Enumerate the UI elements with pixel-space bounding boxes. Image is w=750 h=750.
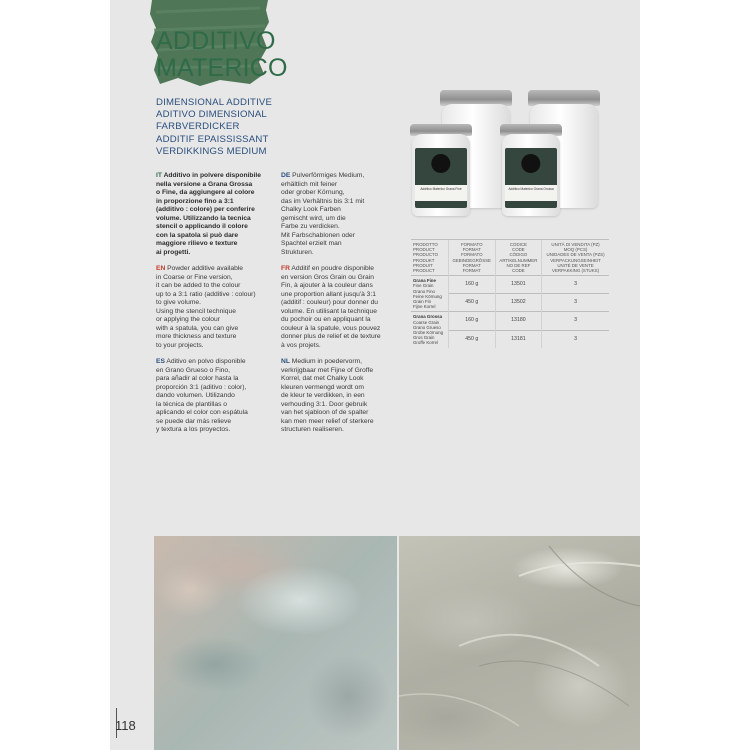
desc-line: Using the stencil technique [156,307,236,315]
desc-line: Fin, à ajouter à la couleur dans [281,282,373,289]
header-product [411,240,448,276]
desc-line: gemischt wird, um die [281,214,346,222]
product-translation: Gros Grain [413,335,435,341]
desc-line: en Grano Grueso o Fino, [156,366,230,374]
product-translation: Groffe Korrel [413,340,439,346]
header-text: VERPACKUNGSEINHEIT [550,257,601,263]
header-text: PRODOTTO [413,242,438,247]
lang-code-de: DE [281,172,291,179]
product-name-cell [411,312,448,348]
product-jars-image [410,86,608,220]
units-cell: 3 [542,294,609,312]
desc-line: more thickness and texture [156,333,237,340]
desc-line: erhältlich mit feiner [281,180,338,188]
desc-line: Farbe zu verdicken. [281,223,340,230]
header-text: PRODUCTO [413,252,439,258]
jar-label-text: Additivo Materico Grana Fine [420,187,462,192]
desc-line: kan men meer relief of sterkere [281,417,374,425]
desc-line: volume. En utilisant la technique [281,307,377,315]
title-line-1: ADDITIVO [156,27,276,55]
desc-line: van het sjabloon of de spalter [281,409,369,416]
desc-line: (additivo : colore) per conferire [156,206,255,213]
units-cell: 3 [542,330,609,347]
jar-label-text: Additivo Materico Grana Grossa [508,187,554,192]
header-text: FORMAT [462,247,481,253]
desc-line: maggiore rilievo e texture [156,240,238,247]
header-text: FORMAT [462,268,481,274]
desc-line: se puede dar más relieve [156,417,232,425]
header-text: CODE [512,268,525,274]
title-line-2: MATERICO [156,54,288,82]
label-stripe [415,185,466,201]
header-text: FORMATO [460,252,483,258]
desc-line: dando volumen. Utilizando [156,392,235,399]
desc-line: ai progetti. [156,248,191,256]
desc-line: to give volume. [156,299,201,306]
header-text: PRODUCT [413,247,435,253]
lang-code-en: EN [156,265,166,272]
header-text: PRODUIT [413,262,433,268]
jar-label [505,148,556,208]
desc-line: Mit Farbschablonen oder [281,231,355,239]
desc-line: de kleur te verdikken, in een [281,392,365,399]
header-format [448,240,495,276]
lang-code-es: ES [156,358,165,365]
table-row [411,312,609,330]
header-text: CODICE [509,242,527,247]
desc-line: Aditivo en polvo disponible [166,358,246,365]
desc-line: stencil o applicando il colore [156,223,248,230]
units-cell: 3 [542,312,609,330]
lang-code-nl: NL [281,358,290,365]
fleur-logo [521,154,540,173]
table-header-row [411,240,609,276]
product-name: Grana Grossa [413,314,443,320]
desc-line: Strukturen. [281,248,314,256]
desc-line: du pochoir ou en appliquant la [281,316,371,323]
header-text: MOQ (PCS) [563,247,588,253]
header-text: VERPAKKING (STUKS) [552,268,600,274]
desc-line: une proportion allant jusqu'à 3:1 [281,290,376,298]
desc-line: verhouding 3:1. Door gebruik [281,400,368,408]
texture-photo-spatula [399,536,640,750]
spatula-ridges-graphic [399,536,640,750]
code-cell: 13501 [495,276,541,294]
desc-line: to your projects. [156,341,204,349]
desc-line: (additif : couleur) pour donner du [281,299,379,306]
format-cell: 160 g [448,312,495,330]
product-translation: Grano Fino [413,288,435,294]
product-translation: Fine Grain [413,283,434,289]
description-de [281,172,405,257]
desc-line: volume. Utilizzando la tecnica [156,214,251,222]
description-column-left [156,172,276,443]
desc-line: para añadir al color hasta la [156,375,239,382]
desc-line: Additivo in polvere disponibile [163,172,261,179]
jar-small-coarse [500,124,562,216]
table-row [411,276,609,294]
product-translation: Feine Körnung [413,293,442,299]
desc-line: verkrijgbaar met Fijne of Groffe [281,366,374,374]
desc-line: Spachtel erzielt man [281,240,342,247]
desc-line: in proporzione fino a 3:1 [156,197,234,205]
desc-line: oder grober Körnung, [281,189,345,196]
header-text: UNIDADES DE VENTA (PZS) [546,252,605,258]
subtitle-de: FARBVERDICKER [156,121,240,133]
subtitle-list [156,97,272,158]
desc-line: o Fine, da aggiungere al colore [156,189,255,196]
jar-body [412,134,470,216]
jar-body [502,134,560,216]
code-cell: 13181 [495,330,541,347]
description-en [156,265,276,350]
description-nl [281,358,405,435]
header-units [542,240,609,276]
lang-code-it: IT [156,172,162,179]
desc-line: up to a 3:1 ratio (additive : colour) [156,290,256,298]
product-translation: Grobe Körnung [413,330,444,336]
description-fr [281,265,405,350]
desc-line: proporción 3:1 (aditivo : color), [156,383,247,391]
subtitle-fr: ADDITIF EPAISSISSANT [156,133,269,145]
header-text: PRODUCT [413,268,435,274]
desc-line: con la spatola si può dare [156,231,239,239]
header-text: FORMAT [462,262,481,268]
units-cell: 3 [542,276,609,294]
desc-line: en version Gros Grain ou Grain [281,273,374,281]
desc-line: donner plus de relief et de texture [281,333,381,340]
header-text: FORMATO [460,242,483,247]
header-code [495,240,541,276]
catalog-page [110,0,640,750]
desc-line: kleuren vermengd wordt om [281,383,364,391]
jar-label [415,148,466,208]
product-table [411,239,609,348]
product-translation: Grain Fin [413,299,432,305]
desc-line: aplicando el color con espátula [156,409,248,416]
product-name: Grana Fine [413,278,436,284]
label-stripe [505,185,556,201]
desc-line: à vos projets. [281,341,321,349]
fleur-logo [431,154,450,173]
lang-code-fr: FR [281,265,290,272]
product-name-cell [411,276,448,312]
desc-line: das im Verhältnis bis 3:1 mit [281,197,365,205]
product-translation: Coarse Grain [413,319,440,325]
header-text: PRODUKT [413,257,435,263]
code-cell: 13502 [495,294,541,312]
subtitle-nl: VERDIKKINGS MEDIUM [156,145,267,157]
page-title [156,28,288,82]
jar-small-fine [410,124,472,216]
subtitle-es: ADITIVO DIMENSIONAL [156,109,267,121]
product-translation: Grano Grueso [413,324,441,330]
header-text: NO DE REF [506,262,531,268]
header-text: CÓDIGO [509,252,528,258]
desc-line: la técnica de plantillas o [156,400,228,408]
product-translation: Fijne Korrel [413,304,436,310]
header-text: UNITÉ DE VENTE [557,262,594,268]
desc-line: Additif en poudre disponible [291,265,374,272]
desc-line: in Coarse or Fine version, [156,273,233,281]
desc-line: it can be added to the colour [156,282,241,289]
texture-photo-stencil [154,536,397,750]
desc-line: Korrel, dat met Chalky Look [281,375,364,382]
desc-line: Powder additive available [167,265,243,272]
desc-line: with a spatula, you can give [156,324,239,332]
subtitle-en: DIMENSIONAL ADDITIVE [156,97,273,108]
format-cell: 450 g [448,330,495,347]
description-es [156,358,276,435]
desc-line: structuren realiseren. [281,426,344,433]
code-cell: 13180 [495,312,541,330]
format-cell: 160 g [448,276,495,294]
header-text: ARTIKELNUMMER [499,257,538,263]
desc-line: Medium in poedervorm, [291,358,363,365]
description-column-right [281,172,405,443]
page-number: 118 [115,718,136,733]
desc-line: or applying the colour [156,316,220,323]
format-cell: 450 g [448,294,495,312]
desc-line: nella versione a Grana Grossa [156,180,253,188]
description-it [156,172,276,257]
desc-line: y textura a los proyectos. [156,426,231,433]
header-text: UNITÀ DI VENDITA (PZ) [551,242,600,247]
desc-line: Pulverförmiges Medium, [292,172,365,179]
desc-line: couleur à la spatule, vous pouvez [281,324,381,332]
header-text: CODE [512,247,525,253]
desc-line: Chalky Look Farben [281,206,341,213]
header-text: GEBINDEGRÖSSE [452,257,491,263]
